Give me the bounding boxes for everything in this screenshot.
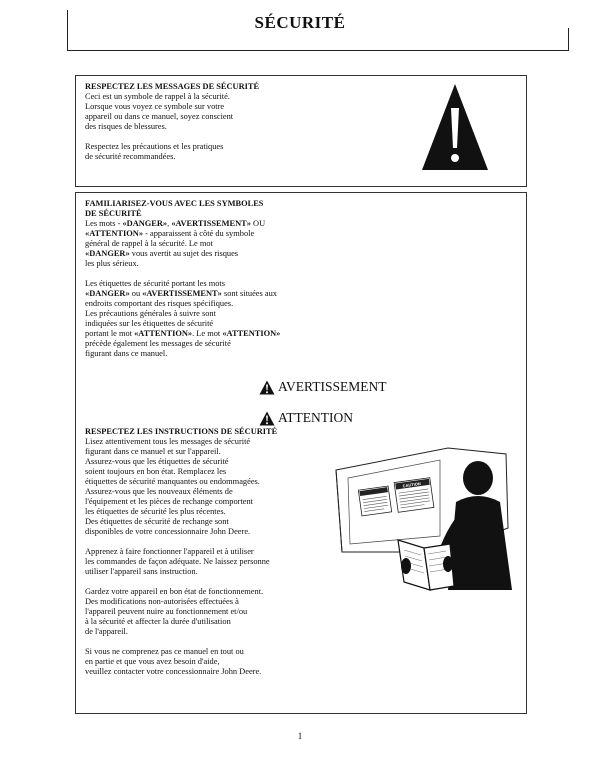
text-line: disponibles de votre concessionnaire John Deere.	[85, 527, 251, 536]
text-line: «DANGER» ou «AVERTISSEMENT» sont situées aux	[85, 289, 277, 298]
text-line: des risques de blessures.	[85, 122, 167, 131]
text-line: figurant dans ce manuel.	[85, 349, 168, 358]
decal-header: CAUTION	[402, 480, 422, 489]
warning-triangle-icon	[259, 411, 275, 426]
text-line: Lorsque vous voyez ce symbole sur votre	[85, 102, 225, 111]
safety-messages-text	[85, 82, 259, 162]
signal-word-caution	[259, 410, 353, 426]
text-line: de l'appareil.	[85, 627, 128, 636]
text-line: portant le mot «ATTENTION». Le mot «ATTENTION»	[85, 329, 281, 338]
text-line: général de rappel à la sécurité. Le mot	[85, 239, 213, 248]
safety-symbols-heading-2: DE SÉCURITÉ	[85, 209, 142, 218]
text-line: Assurez-vous que les nouveaux éléments de	[85, 487, 233, 496]
text-line: les étiquettes de sécurité les plus récentes.	[85, 507, 226, 516]
text-line: Les précautions générales à suivre sont	[85, 309, 216, 318]
page-number: 1	[297, 731, 303, 741]
text-line: Assurez-vous que les étiquettes de sécurité	[85, 457, 229, 466]
signal-word-warning	[259, 379, 386, 395]
safety-alert-icon	[420, 82, 490, 172]
text-line: appareil ou dans ce manuel, soyez conscient	[85, 112, 234, 121]
text-line: l'équipement et les pièces de rechange comportent	[85, 497, 254, 506]
text-line: Des étiquettes de sécurité de rechange sont	[85, 517, 229, 526]
text-line: les plus sérieux.	[85, 259, 139, 268]
safety-symbols-text	[85, 199, 280, 359]
text-line: Gardez votre appareil en bon état de fonctionnement.	[85, 587, 264, 596]
text-line: Des modifications non-autorisées effectuées à	[85, 597, 239, 606]
text-line: Si vous ne comprenez pas ce manuel en tout ou	[85, 647, 244, 656]
signal-word-warning-label: AVERTISSEMENT	[278, 379, 387, 394]
text-line: veuillez contacter votre concessionnaire John Deere.	[85, 667, 262, 676]
operator-reading-manual-illustration	[328, 440, 523, 598]
text-line: indiquées sur les étiquettes de sécurité	[85, 319, 214, 328]
signal-word-caution-label: ATTENTION	[278, 410, 353, 425]
safety-symbols-heading: FAMILIARISEZ-VOUS AVEC LES SYMBOLES	[85, 199, 264, 208]
text-line: Respectez les précautions et les pratiques	[85, 142, 224, 151]
text-line: endroits comportant des risques spécifiques.	[85, 299, 234, 308]
text-line: en partie et que vous avez besoin d'aide,	[85, 657, 220, 666]
text-line: étiquettes de sécurité manquantes ou endommagées.	[85, 477, 260, 486]
text-line: Lisez attentivement tous les messages de sécurité	[85, 437, 251, 446]
text-line: Les mots - «DANGER», «AVERTISSEMENT» OU	[85, 219, 266, 228]
text-line: de sécurité recommandées.	[85, 152, 176, 161]
safety-instructions-heading: RESPECTEZ LES INSTRUCTIONS DE SÉCURITÉ	[85, 427, 278, 436]
text-line: à la sécurité et affecter la durée d'utilisation	[85, 617, 231, 626]
text-line: les commandes de façon adéquate. Ne laissez personne	[85, 557, 270, 566]
warning-triangle-icon	[259, 380, 275, 395]
text-line: soient toujours en bon état. Remplacez les	[85, 467, 227, 476]
text-line: Les étiquettes de sécurité portant les mots	[85, 279, 226, 288]
safety-messages-heading: RESPECTEZ LES MESSAGES DE SÉCURITÉ	[85, 82, 260, 91]
text-line: Apprenez à faire fonctionner l'appareil et à utiliser	[85, 547, 254, 556]
title-underline	[67, 50, 569, 51]
text-line: utiliser l'appareil sans instruction.	[85, 567, 198, 576]
text-line: figurant dans ce manuel et sur l'appareil.	[85, 447, 221, 456]
text-line: «DANGER» vous avertit au sujet des risques	[85, 249, 239, 258]
text-line: Ceci est un symbole de rappel à la sécurité.	[85, 92, 230, 101]
text-line: l'appareil peuvent nuire au fonctionnement et/ou	[85, 607, 248, 616]
text-line: précède également les messages de sécurité	[85, 339, 231, 348]
page-title: SÉCURITÉ	[254, 13, 346, 32]
text-line: «ATTENTION» - apparaissent à côté du symbole	[85, 229, 255, 238]
safety-instructions-text	[85, 427, 277, 677]
